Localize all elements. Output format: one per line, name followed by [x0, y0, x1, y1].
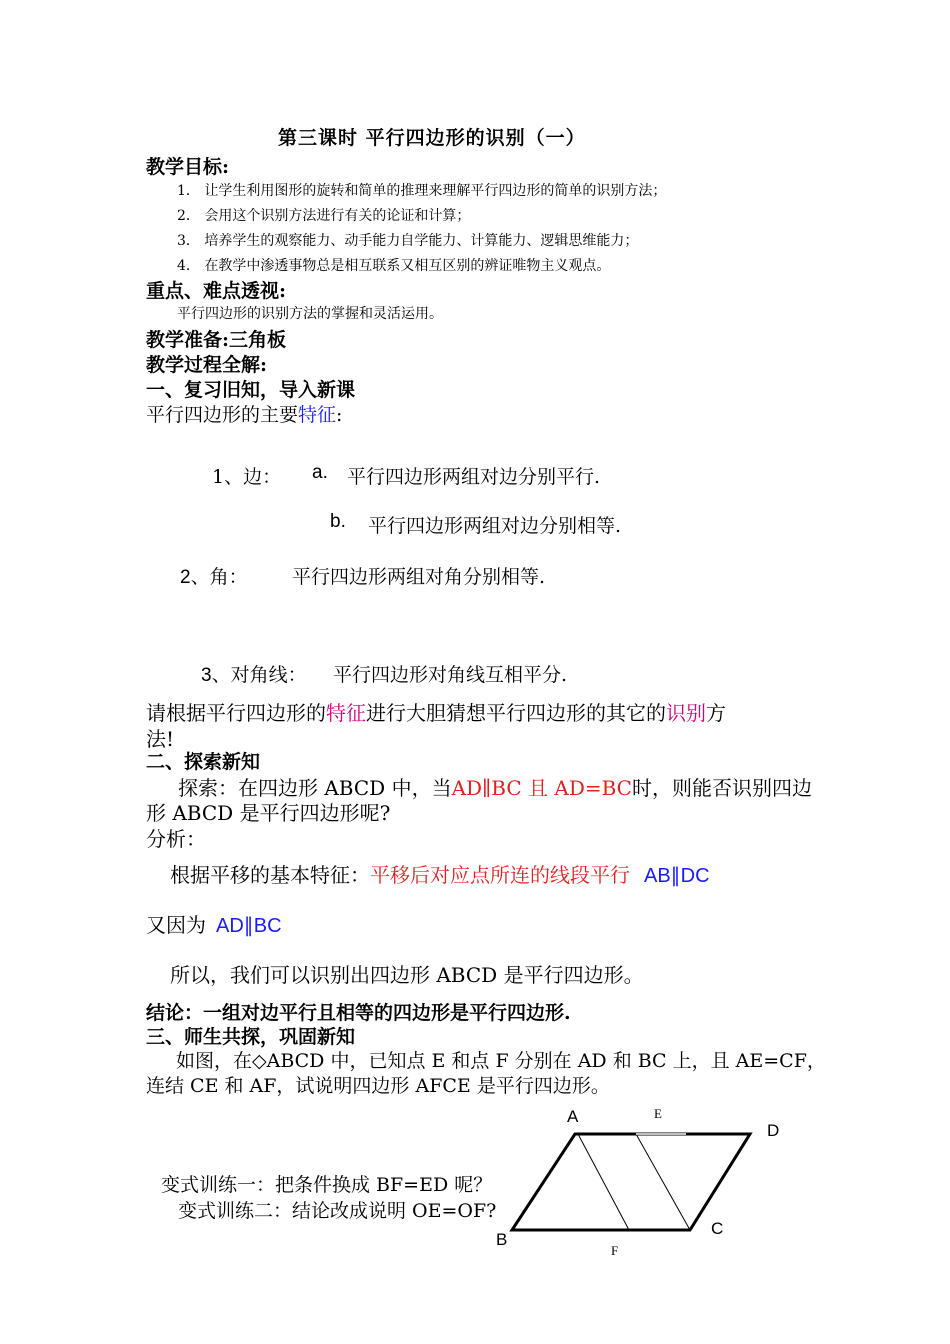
also-text: 又因为	[146, 913, 206, 937]
angle-label: 2、角：	[180, 567, 248, 588]
section2-heading: 二、探索新知	[146, 751, 261, 773]
diagonal-text: 平行四边形对角线互相平分.	[333, 664, 568, 686]
guess-text: 进行大胆猜想平行四边形的其它的	[366, 701, 666, 725]
side-label: 1、边：	[212, 466, 282, 488]
explore-text: 时，则能否识别四边	[632, 776, 812, 800]
also-blue: AD∥BC	[216, 915, 282, 937]
features-intro-colon: :	[336, 404, 343, 426]
segment-af	[578, 1134, 629, 1230]
basis-text: 根据平移的基本特征：	[170, 863, 370, 887]
key-points-text: 平行四边形的识别方法的掌握和灵活运用。	[177, 306, 443, 322]
guess-identify: 识别	[666, 701, 706, 725]
diagonal-label: 3、对角线：	[201, 665, 307, 686]
segment-ec	[636, 1134, 690, 1230]
objective-item: 1． 让学生利用图形的旋转和简单的推理来理解平行四边形的简单的识别方法；	[177, 183, 667, 199]
features-highlight: 特征	[298, 404, 337, 426]
guess-text: 请根据平行四边形的	[146, 701, 326, 725]
explore-line2: 形 ABCD 是平行四边形呢?	[146, 801, 391, 825]
objective-item: 4． 在教学中渗透事物总是相互联系又相互区别的辨证唯物主义观点。	[177, 258, 611, 274]
page-title: 第三课时 平行四边形的识别（一）	[278, 127, 586, 149]
guess-text: 方	[706, 701, 726, 725]
label-d: D	[767, 1121, 780, 1140]
section1-heading: 一、复习旧知，导入新课	[146, 379, 356, 401]
therefore-line: 所以，我们可以识别出四边形 ABCD 是平行四边形。	[170, 963, 644, 987]
objective-item: 3． 培养学生的观察能力、动手能力自学能力、计算能力、逻辑思维能力；	[177, 233, 639, 249]
label-c: C	[711, 1219, 724, 1238]
conclusion: 结论：一组对边平行且相等的四边形是平行四边形.	[146, 1002, 571, 1024]
side-b-label: b.	[330, 511, 346, 532]
label-f: F	[611, 1243, 619, 1258]
explore-text: 探索：在四边形 ABCD 中，当	[178, 776, 452, 800]
section3-heading: 三、师生共探，巩固新知	[146, 1026, 356, 1048]
label-b: B	[496, 1230, 508, 1249]
problem-line2: 连结 CE 和 AF，试说明四边形 AFCE 是平行四边形。	[146, 1075, 610, 1097]
key-points-heading: 重点、难点透视:	[146, 280, 287, 302]
guess-feature: 特征	[326, 701, 366, 725]
side-a-text: 平行四边形两组对边分别平行.	[347, 466, 601, 488]
label-e: E	[654, 1106, 662, 1121]
explore-condition: AD∥BC 且 AD=BC	[451, 776, 632, 800]
basis-red: 平移后对应点所连的线段平行	[370, 863, 630, 887]
problem-line1: 如图，在◇ABCD 中，已知点 E 和点 F 分别在 AD 和 BC 上，且 AE=CF，	[176, 1050, 826, 1072]
features-intro-text: 平行四边形的主要	[146, 404, 299, 426]
variant-2: 变式训练二：结论改成说明 OE=OF?	[178, 1200, 497, 1222]
side-b-text: 平行四边形两组对边分别相等.	[368, 515, 622, 537]
objective-item: 2． 会用这个识别方法进行有关的论证和计算；	[177, 208, 471, 224]
process-heading: 教学过程全解:	[146, 354, 268, 376]
variant-1: 变式训练一：把条件换成 BF=ED 呢？	[161, 1174, 493, 1196]
side-a-label: a.	[312, 462, 328, 483]
analysis-label: 分析：	[146, 827, 206, 851]
guess-prompt-line2: 法!	[146, 727, 175, 751]
objectives-heading: 教学目标:	[146, 156, 230, 178]
angle-text: 平行四边形两组对角分别相等.	[292, 566, 546, 588]
label-a: A	[567, 1107, 579, 1126]
basis-blue: AB∥DC	[644, 865, 710, 887]
parallelogram-outline	[512, 1134, 750, 1230]
preparation-heading: 教学准备:三角板	[146, 329, 287, 351]
